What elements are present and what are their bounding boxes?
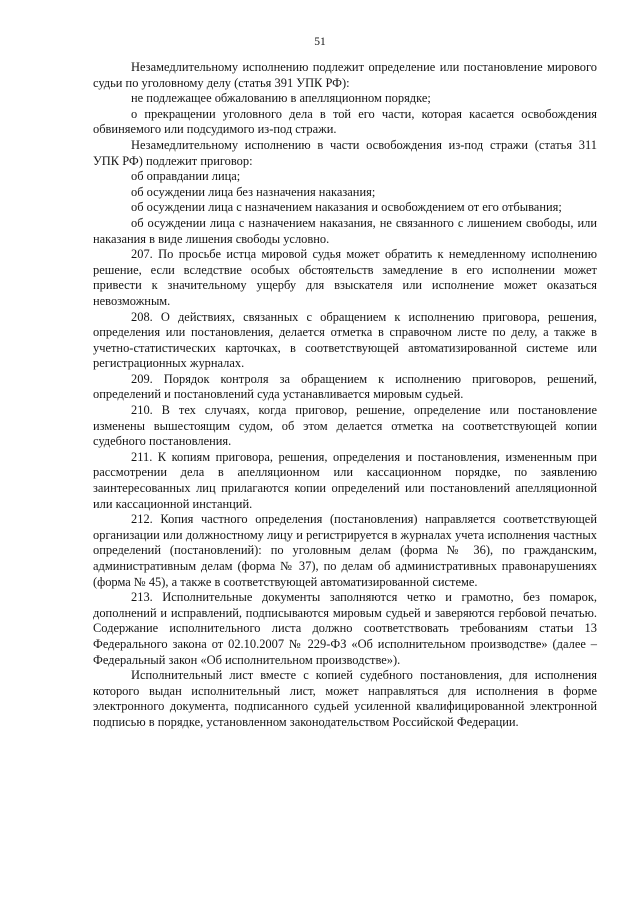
paragraph-213: 213. Исполнительные документы заполняются четко и грамотно, без помарок, дополнений и исправлений, подписываются мировым судьей и заверяются гербовой печатью. Содержание исполнительного листа должно соответствовать требованиям статьи 13 Федерального закона от 02.10.2007 № 229-ФЗ «Об исполнительном производстве» (далее – Федеральный закон «Об исполнительном производстве»). (93, 590, 597, 667)
paragraph-211: 211. К копиям приговора, решения, определения и постановления, измененным при рассмотрении дела в апелляционном или кассационном порядке, по заявлению заинтересованных лиц прилагаются копии определений или постановлений апелляционной или кассационной инстанций. (93, 449, 597, 511)
paragraph-intro-311: Незамедлительному исполнению в части освобождения из-под стражи (статья 311 УПК РФ) подлежит приговор: (93, 137, 597, 168)
paragraph-item: об осуждении лица с назначением наказания и освобождением от его отбывания; (131, 200, 562, 215)
paragraph-209: 209. Порядок контроля за обращением к исполнению приговоров, решений, определений и постановлений суда устанавливается мировым судьей. (93, 371, 597, 402)
paragraph-item: о прекращении уголовного дела в той его части, которая касается освобождения обвиняемого или подсудимого из-под стражи. (93, 106, 597, 137)
paragraph-208: 208. О действиях, связанных с обращением к исполнению приговора, решения, определения или постановления, делается отметка в справочном листе по делу, а также в учетно-статистических карточках, в соответствующей автоматизированной системе или регистрационных журналах. (93, 309, 597, 371)
paragraph-electronic-writ: Исполнительный лист вместе с копией судебного постановления, для исполнения которого выдан исполнительный лист, может направляться для исполнения в форме электронного документа, подписанного судьей усиленной квалифицированной электронной подписью в порядке, установленном законодательством Российской Федерации. (93, 668, 597, 729)
paragraph-item: об оправдании лица; (131, 169, 241, 184)
paragraph-212: 212. Копия частного определения (постановления) направляется соответствующей организации или должностному лицу и регистрируется в журналах учета исполнения частных определений (постановлений): по уголовным делам (форма № 36), по гражданским, административным делам (форма № 37), по делам об административных правонарушениях (форма № 45), а также в соответствующей автоматизированной системе. (93, 512, 597, 589)
paragraph-210: 210. В тех случаях, когда приговор, решение, определение или постановление изменены вышестоящим судом, об этом делается отметка на соответствующей копии судебного постановления. (93, 403, 597, 449)
paragraph-207: 207. По просьбе истца мировой судья может обратить к немедленному исполнению решение, если вследствие особых обстоятельств замедление в его исполнении может привести к значительному ущербу для взыскателя или исполнение может оказаться невозможным. (93, 247, 597, 308)
document-body (93, 60, 597, 731)
paragraph-item: об осуждении лица с назначением наказания, не связанного с лишением свободы, или наказания в виде лишения свободы условно. (93, 215, 597, 246)
paragraph-item: об осуждении лица без назначения наказания; (131, 184, 376, 199)
paragraph-intro-391: Незамедлительному исполнению подлежит определение или постановление мирового судьи по уголовному делу (статья 391 УПК РФ): (93, 60, 597, 90)
page-number: 51 (314, 36, 326, 48)
paragraph-item: не подлежащее обжалованию в апелляционном порядке; (131, 91, 431, 106)
